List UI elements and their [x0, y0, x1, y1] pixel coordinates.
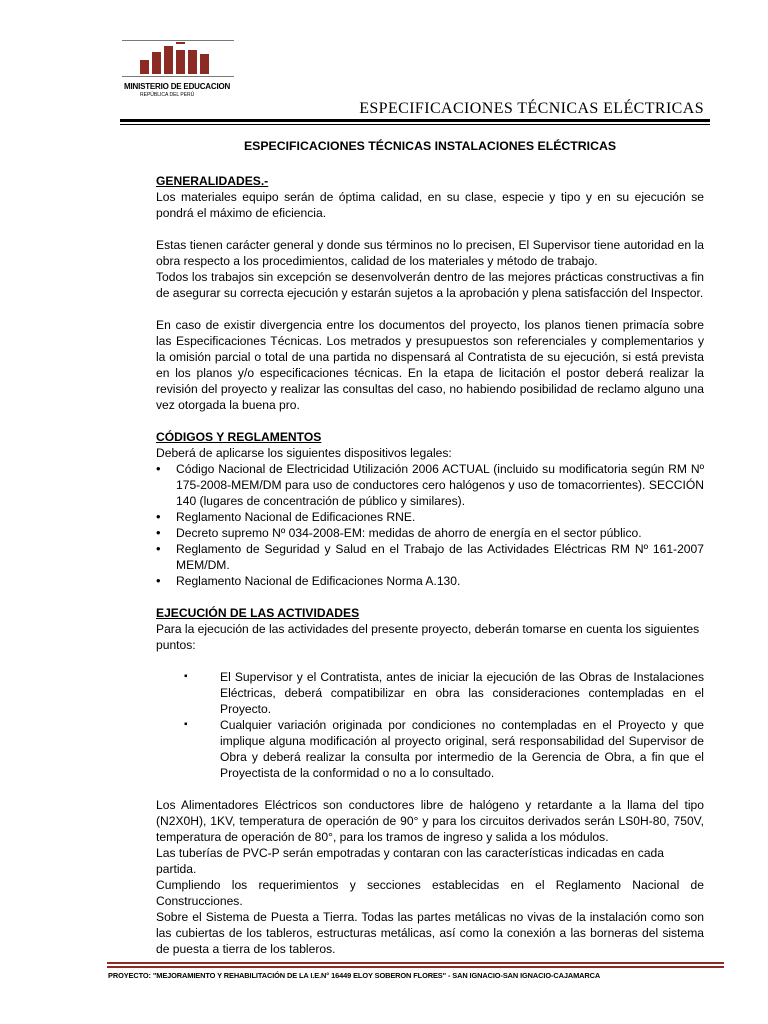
paragraph: Todos los trabajos sin excepción se desenvolverán dentro de las mejores prácticas constructivas a fin de asegurar su correcta ejecución y estarán sujetos a la aprobación y plena satisfacción del Inspector. — [156, 270, 704, 300]
section-heading-ejecucion: EJECUCIÓN DE LAS ACTIVIDADES — [156, 606, 360, 620]
list-item: • Decreto supremo Nº 034-2008-EM: medidas de ahorro de energía en el sector público. — [156, 525, 704, 541]
footer-rule-bottom — [107, 966, 724, 968]
logo-top-rule — [122, 40, 234, 41]
paragraph: Las tuberías de PVC-P serán empotradas y contaran con las características indicadas en cada partida. — [156, 846, 664, 876]
paragraph: Cumpliendo los requerimientos y secciones establecidas en el Reglamento Nacional de Construcciones. — [156, 878, 704, 908]
paragraph: Deberá de aplicarse los siguientes dispositivos legales: — [156, 446, 452, 460]
section-heading-codigos: CÓDIGOS Y REGLAMENTOS — [156, 430, 322, 444]
footer-rule-top — [107, 962, 724, 964]
paragraph: Sobre el Sistema de Puesta a Tierra. Todas las partes metálicas no vivas de la instalación como son las cubiertas de los tableros, estructuras metálicas, así como la conexión a las borneras del sistema de puesta a tierra de los tableros. — [156, 910, 704, 956]
ministry-logo — [122, 38, 234, 104]
codigos-list — [156, 461, 704, 589]
list-item: • Código Nacional de Electricidad Utilización 2006 ACTUAL (incluido su modificatoria según RM Nº 175-2008-MEM/DM para uso de conductores cero halógenos y uso de tomacorrientes). SECCIÓN 140 (lugares de concentración de público y similares). — [156, 461, 704, 509]
list-item: • Reglamento Nacional de Edificaciones Norma A.130. — [156, 573, 704, 589]
header-rule-thin — [120, 124, 710, 125]
paragraph: Los Alimentadores Eléctricos son conductores libre de halógeno y retardante a la llama del tipo (N2X0H), 1KV, temperatura de operación de 90° y para los circuitos derivados serán LS0H-80, 750V, temperatura de operación de 80°, para los tramos de ingreso y salida a los módulos. — [156, 798, 704, 844]
document-title: ESPECIFICACIONES TÉCNICAS INSTALACIONES ELÉCTRICAS — [243, 139, 617, 153]
paragraph: En caso de existir divergencia entre los documentos del proyecto, los planos tienen primacía sobre las Especificaciones Técnicas. Los metrados y presupuestos son referenciales y complementarios y la omisión parcial o total de una partida no dispensará al Contratista de su ejecución, si está prevista en los planos y/o especificaciones técnicas. En la etapa de licitación el postor deberá realizar la revisión del proyecto y realizar las consultas del caso, no habiendo posibilidad de reclamo alguno una vez otorgada la buena pro. — [156, 318, 704, 412]
logo-bars-icon — [140, 42, 214, 74]
logo-bottom-rule — [122, 76, 234, 77]
paragraph: Para la ejecución de las actividades del presente proyecto, deberán tomarse en cuenta los siguientes puntos: — [156, 622, 700, 652]
paragraph: Estas tienen carácter general y donde sus términos no lo precisen, El Supervisor tiene autoridad en la obra respecto a los procedimientos, calidad de los materiales y método de trabajo. — [156, 238, 704, 268]
footer-project-text: PROYECTO: "MEJORAMIENTO Y REHABILITACIÓN DE LA I.E.N° 16449 ELOY SOBERON FLORES" - SAN IGNACIO-SAN IGNACIO-CAJAMARCA — [108, 971, 601, 980]
logo-subtitle: REPÚBLICA DEL PERÚ — [140, 92, 195, 98]
ejecucion-list — [156, 669, 704, 781]
list-item: ▪ Cualquier variación originada por condiciones no contempladas en el Proyecto y que implique alguna modificación al proyecto original, será responsabilidad del Supervisor de Obra y deberá realizar la consulta por intermedio de la Gerencia de Obra, a fin que el Proyectista de la conformidad o no a lo consultado. — [184, 717, 704, 781]
logo-title: MINISTERIO DE EDUCACION — [124, 82, 231, 91]
header-rule-thick — [120, 119, 710, 122]
document-body — [156, 138, 704, 957]
list-item: ▪ El Supervisor y el Contratista, antes de iniciar la ejecución de las Obras de Instalaciones Eléctricas, deberá compatibilizar en obra las consideraciones contempladas en el Proyecto. — [184, 669, 704, 717]
list-item: • Reglamento de Seguridad y Salud en el Trabajo de las Actividades Eléctricas RM Nº 161-2007 MEM/DM. — [156, 541, 704, 573]
paragraph: Los materiales equipo serán de óptima calidad, en su clase, especie y tipo y en su ejecución se pondrá el máximo de eficiencia. — [156, 190, 704, 220]
header-title: ESPECIFICACIONES TÉCNICAS ELÉCTRICAS — [359, 100, 704, 117]
section-heading-generalidades: GENERALIDADES.- — [156, 174, 269, 188]
list-item: • Reglamento Nacional de Edificaciones RNE. — [156, 509, 704, 525]
